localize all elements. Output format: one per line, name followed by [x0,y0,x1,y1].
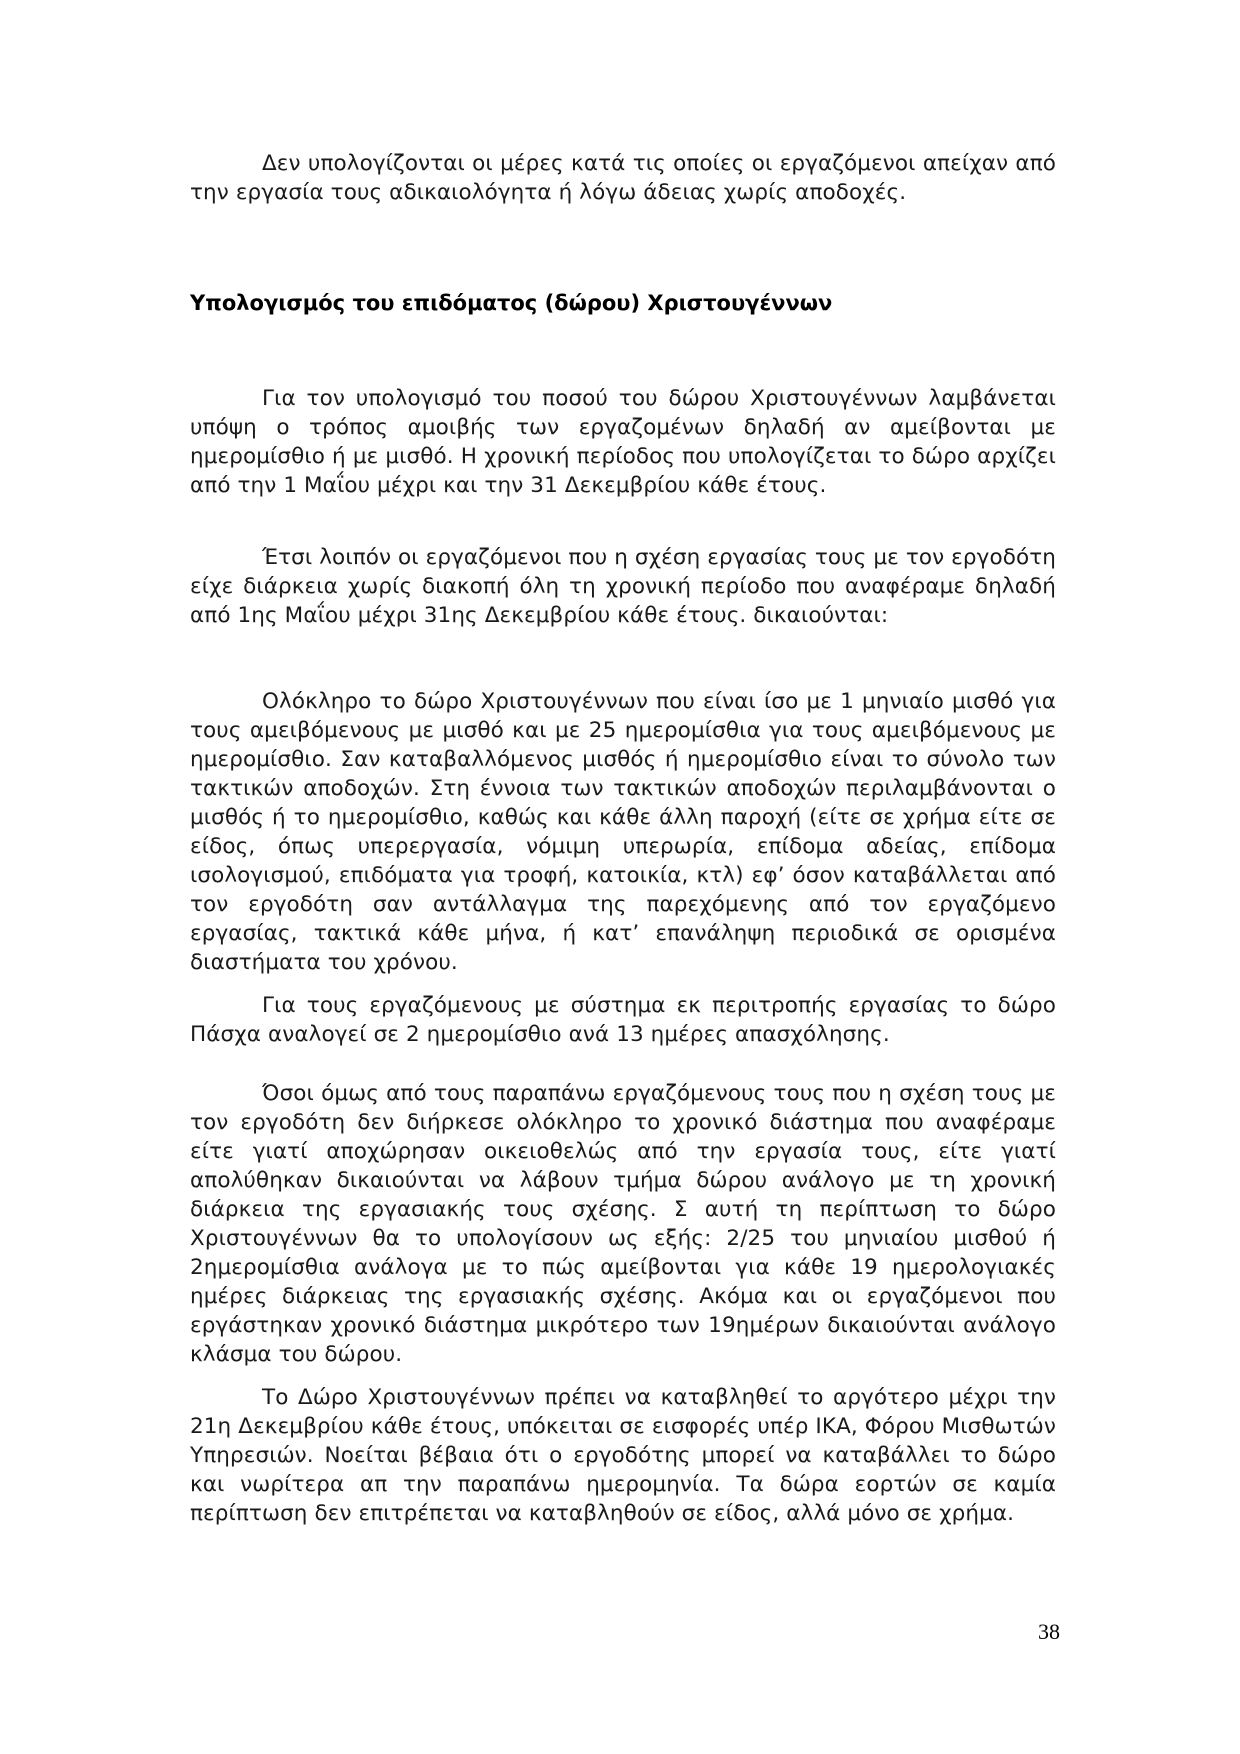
paragraph-block-2 [190,543,1056,630]
paragraph-4: Για τους εργαζόμενους με σύστημα εκ περιτροπής εργασίας το δώρο Πάσχα αναλογεί σε 2 ημερομίσθιο ανά 13 ημέρες απασχόλησης. [190,993,1056,1047]
paragraph-block-5 [190,1079,1056,1369]
section-heading: Υπολογισμός του επιδόματος (δώρου) Χριστουγέννων [190,291,833,315]
paragraph-3: Ολόκληρο το δώρο Χριστουγέννων που είναι ίσο με 1 μηνιαίο μισθό για τους αμειβόμενους με μισθό και με 25 ημερομίσθια για τους αμειβόμενους με ημερομίσθιο. Σαν καταβαλλόμενος μισθός ή ημερομίσθιο είναι το σύνολο των τακτικών αποδοχών. Στη έννοια των τακτικών αποδοχών περιλαμβάνονται ο μισθός ή το ημερομίσθιο, καθώς και κάθε άλλη παροχή (είτε σε χρήμα είτε σε είδος, όπως υπερεργασία, νόμιμη υπερωρία, επίδομα αδείας, επίδομα ισολογισμού, επιδόματα για τροφή, κατοικία, κτλ) εφ’ όσον καταβάλλεται από τον εργοδότη σαν αντάλλαγμα της παρεχόμενης από τον εργαζόμενο εργασίας, τακτικά κάθε μήνα, ή κατ’ επανάληψη περιοδικά σε ορισμένα διαστήματα του χρόνου. [190,689,1056,975]
intro-paragraph-block [190,149,1056,207]
paragraph-1: Για τον υπολογισμό του ποσού του δώρου Χριστουγέννων λαμβάνεται υπόψη ο τρόπος αμοιβής των εργαζομένων δηλαδή αν αμείβονται με ημερομίσθιο ή με μισθό. Η χρονική περίοδος που υπολογίζεται το δώρο αρχίζει από την 1 Μαΐου μέχρι και την 31 Δεκεμβρίου κάθε έτους. [190,386,1056,498]
paragraph-2: Έτσι λοιπόν οι εργαζόμενοι που η σχέση εργασίας τους με τον εργοδότη είχε διάρκεια χωρίς διακοπή όλη τη χρονική περίοδο που αναφέραμε δηλαδή από 1ης Μαΐου μέχρι 31ης Δεκεμβρίου κάθε έτους. δικαιούνται: [190,545,1056,628]
page-number: 38 [1038,1619,1060,1644]
paragraph-6: Το Δώρο Χριστουγέννων πρέπει να καταβληθεί το αργότερο μέχρι την 21η Δεκεμβρίου κάθε έτους, υπόκειται σε εισφορές υπέρ ΙΚΑ, Φόρου Μισθωτών Υπηρεσιών. Νοείται βέβαια ότι ο εργοδότης μπορεί να καταβάλλει το δώρο και νωρίτερα απ την παραπάνω ημερομηνία. Τα δώρα εορτών σε καμία περίπτωση δεν επιτρέπεται να καταβληθούν σε είδος, αλλά μόνο σε χρήμα. [190,1385,1056,1526]
paragraph-block-1 [190,384,1056,500]
intro-paragraph: Δεν υπολογίζονται οι μέρες κατά τις οποίες οι εργαζόμενοι απείχαν από την εργασία τους αδικαιολόγητα ή λόγω άδειας χωρίς αποδοχές. [190,151,1056,205]
paragraph-block-4 [190,991,1056,1049]
paragraph-block-6 [190,1383,1056,1528]
paragraph-5: Όσοι όμως από τους παραπάνω εργαζόμενους τους που η σχέση τους με τον εργοδότη δεν διήρκεσε ολόκληρο το χρονικό διάστημα που αναφέραμε είτε γιατί αποχώρησαν οικειοθελώς από την εργασία τους, είτε γιατί απολύθηκαν δικαιούνται να λάβουν τμήμα δώρου ανάλογο με τη χρονική διάρκεια της εργασιακής τους σχέσης. Σ αυτή τη περίπτωση το δώρο Χριστουγέννων θα το υπολογίσουν ως εξής: 2/25 του μηνιαίου μισθού ή 2ημερομίσθια ανάλογα με το πώς αμείβονται για κάθε 19 ημερολογιακές ημέρες διάρκειας της εργασιακής σχέσης. Ακόμα και οι εργαζόμενοι που εργάστηκαν χρονικό διάστημα μικρότερο των 19ημέρων δικαιούνται ανάλογο κλάσμα του δώρου. [190,1081,1056,1367]
paragraph-block-3 [190,687,1056,977]
